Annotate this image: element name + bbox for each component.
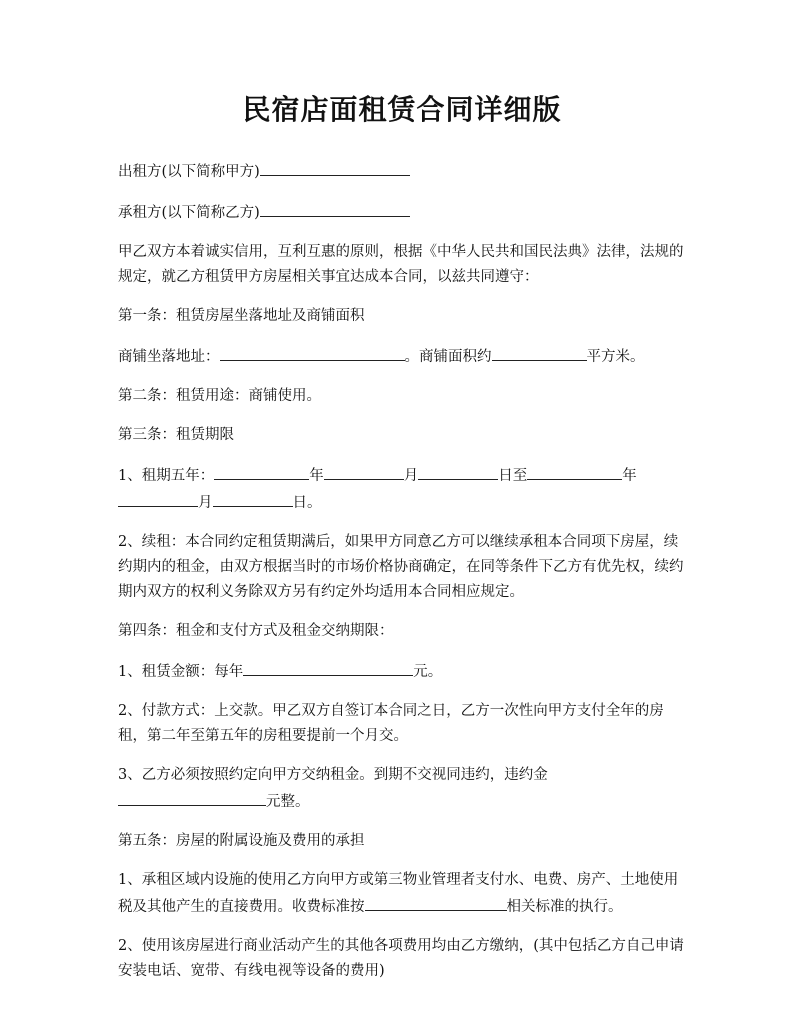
fees-1-prefix: 1、承租区域内设施的使用乙方向甲方或第三物业管理者支付水、电费、房产、土地使用税及其他产生的直接费用。收费标准按 bbox=[118, 872, 679, 915]
rent-amount-blank[interactable] bbox=[243, 658, 413, 676]
penalty-amount-blank[interactable] bbox=[118, 788, 266, 806]
lessee-label: 承租方(以下简称乙方) bbox=[118, 205, 260, 221]
term-line bbox=[118, 462, 686, 516]
day-to-label: 日至 bbox=[498, 468, 528, 484]
end-year-blank[interactable] bbox=[527, 462, 622, 480]
lessor-label: 出租方(以下简称甲方) bbox=[118, 164, 260, 180]
end-month-blank[interactable] bbox=[118, 489, 198, 507]
fees-2-paragraph: 2、使用该房屋进行商业活动产生的其他各项费用均由乙方缴纳，(其中包括乙方自己申请安装电话、宽带、有线电视等设备的费用) bbox=[118, 938, 684, 979]
fees-1-suffix: 相关标准的执行。 bbox=[506, 899, 623, 915]
fee-standard-blank[interactable] bbox=[365, 893, 507, 911]
start-day-blank[interactable] bbox=[418, 462, 498, 480]
document-title: 民宿店面租赁合同详细版 bbox=[242, 93, 562, 126]
year-label: 年 bbox=[309, 468, 324, 484]
lessor-line bbox=[118, 158, 686, 185]
area-label: 。商铺面积约 bbox=[404, 349, 492, 365]
rent-prefix: 1、租赁金额：每年 bbox=[118, 664, 244, 680]
article-2: 第二条：租赁用途：商铺使用。 bbox=[118, 388, 321, 404]
rent-suffix: 元。 bbox=[413, 664, 443, 680]
lessee-line bbox=[118, 199, 686, 226]
lessor-blank[interactable] bbox=[260, 158, 410, 176]
penalty-prefix: 3、乙方必须按照约定向甲方交纳租金。到期不交视同违约，违约金 bbox=[118, 767, 548, 783]
article-3-title: 第三条：租赁期限 bbox=[118, 427, 234, 443]
end-day-blank[interactable] bbox=[213, 489, 293, 507]
address-blank[interactable] bbox=[220, 343, 405, 361]
term-prefix: 1、租期五年： bbox=[118, 468, 215, 484]
month-label: 月 bbox=[403, 468, 419, 484]
area-unit: 平方米。 bbox=[586, 349, 645, 365]
start-month-blank[interactable] bbox=[324, 462, 404, 480]
month-label: 月 bbox=[198, 495, 213, 511]
article-5-title: 第五条：房屋的附属设施及费用的承担 bbox=[118, 833, 365, 849]
payment-paragraph: 2、付款方式：上交款。甲乙双方自签订本合同之日，乙方一次性向甲方支付全年的房租，第二年至第五年的房租要提前一个月交。 bbox=[118, 703, 664, 744]
lessee-blank[interactable] bbox=[260, 199, 410, 217]
penalty-line bbox=[118, 763, 686, 815]
penalty-suffix: 元整。 bbox=[266, 794, 310, 810]
area-blank[interactable] bbox=[492, 343, 587, 361]
address-line bbox=[118, 343, 686, 370]
start-year-blank[interactable] bbox=[214, 462, 309, 480]
address-label: 商铺坐落地址： bbox=[118, 349, 220, 365]
intro-paragraph: 甲乙双方本着诚实信用，互利互惠的原则，根据《中华人民共和国民法典》法律，法规的规定，就乙方租赁甲方房屋相关事宜达成本合同，以兹共同遵守： bbox=[118, 244, 684, 285]
article-4-title: 第四条：租金和支付方式及租金交纳期限： bbox=[118, 623, 394, 639]
day-end-label: 日。 bbox=[292, 495, 322, 511]
renewal-paragraph: 2、续租：本合同约定租赁期满后，如果甲方同意乙方可以继续承租本合同项下房屋，续约期内的租金，由双方根据当时的市场价格协商确定，在同等条件下乙方有优先权，续约期内双方的权利义务除双方另有约定外均适用本合同相应规定。 bbox=[118, 534, 684, 600]
rent-line bbox=[118, 658, 686, 685]
fees-1-paragraph bbox=[118, 868, 686, 920]
year-label: 年 bbox=[622, 468, 637, 484]
article-1-title: 第一条：租赁房屋坐落地址及商铺面积 bbox=[118, 308, 365, 324]
